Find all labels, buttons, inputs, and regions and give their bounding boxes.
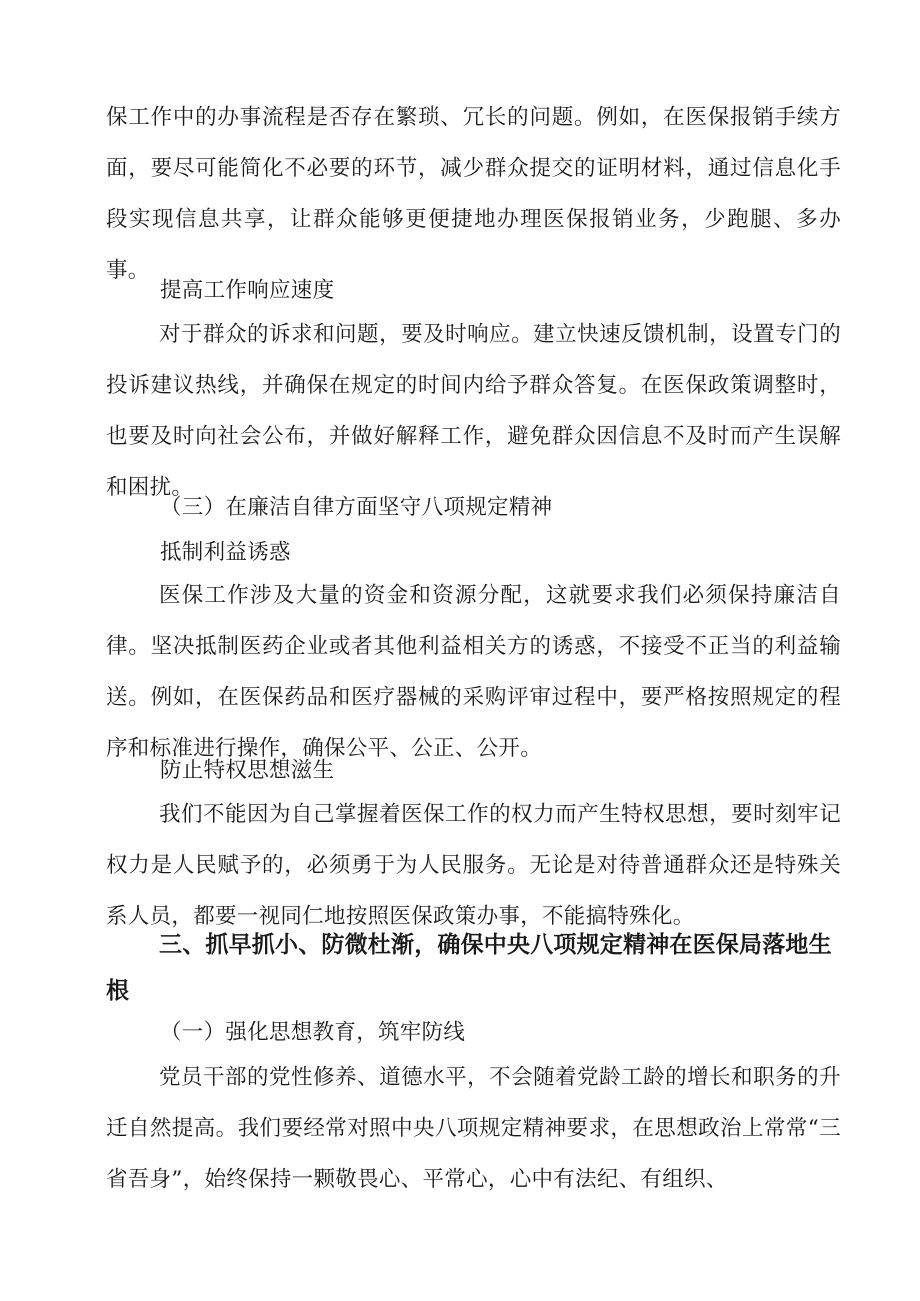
paragraph-resist-temptation: 医保工作涉及大量的资金和资源分配，这就要求我们必须保持廉洁自律。坚决抵制医药企业或者其他利益相关方的诱惑，不接受不正当的利益输送。例如，在医保药品和医疗器械的采购评审过程中，要严格按照规定的程序和标准进行操作，确保公平、公正、公开。 [106,583,841,761]
subheading-response-speed: 提高工作响应速度 [160,278,335,303]
subheading-resist-temptation: 抵制利益诱惑 [160,540,291,565]
section-heading-integrity: （三）在廉洁自律方面坚守八项规定精神 [160,495,553,520]
paragraph-prevent-privilege: 我们不能因为自己掌握着医保工作的权力而产生特权思想，要时刻牢记权力是人民赋予的，必须勇于为人民服务。无论是对待普通群众还是特殊关系人员，都要一视同仁地按照医保政策办事，不能搞特殊化。 [106,802,841,929]
paragraph-response-speed: 对于群众的诉求和问题，要及时响应。建立快速反馈机制，设置专门的投诉建议热线，并确保在规定的时间内给予群众答复。在医保政策调整时，也要及时向社会公布，并做好解释工作，避免群众因信息不及时而产生误解和困扰。 [106,322,841,500]
chapter-heading-three: 三、抓早抓小、防微杜渐，确保中央八项规定精神在医保局落地生根 [106,932,832,1004]
paragraph-process-simplification: 保工作中的办事流程是否存在繁琐、冗长的问题。例如，在医保报销手续方面，要尽可能简化不必要的环节，减少群众提交的证明材料，通过信息化手段实现信息共享，让群众能够更便捷地办理医保报销业务，少跑腿、多办事。 [106,105,841,283]
subheading-prevent-privilege: 防止特权思想滋生 [160,758,335,783]
paragraph-education: 党员干部的党性修养、道德水平，不会随着党龄工龄的增长和职务的升迁自然提高。我们要经常对照中央八项规定精神要求，在思想政治上常常“三省吾身”，始终保持一颗敬畏心、平常心，心中有法纪、有组织、 [106,1065,841,1192]
section-heading-education: （一）强化思想教育，筑牢防线 [160,1020,466,1045]
